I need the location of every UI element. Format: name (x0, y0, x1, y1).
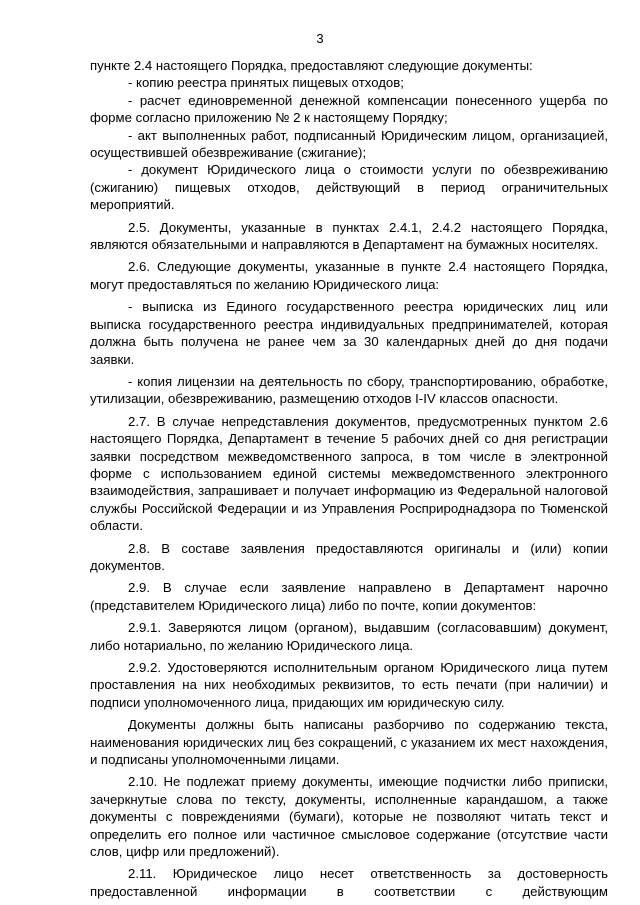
list-item-registry-extract: - выписка из Единого государственного реестра юридических лиц или выписка государственного реестра индивидуальных предпринимателей, которая должна быть получена не ранее чем за 30 календарных дней до дня подачи заявки. (90, 299, 608, 367)
paragraph-continuation: пункте 2.4 настоящего Порядка, предоставляют следующие документы: (90, 58, 533, 73)
document-body (90, 57, 608, 900)
list-item-work-act: - акт выполненных работ, подписанный Юридическим лицом, организацией, осуществившей обезвреживание (сжигание); (90, 127, 608, 161)
paragraph-2-6: 2.6. Следующие документы, указанные в пункте 2.4 настоящего Порядка, могут предоставляться по желанию Юридического лица: (90, 259, 608, 292)
paragraph-2-9-1: 2.9.1. Заверяются лицом (органом), выдавшим (согласовавшим) документ, либо нотариально, по желанию Юридического лица. (90, 620, 608, 653)
paragraph-2-9: 2.9. В случае если заявление направлено в Департамент нарочно (представителем Юридического лица) либо по почте, копии документов: (90, 580, 608, 613)
paragraph-documents-requirements: Документы должны быть написаны разборчиво по содержанию текста, наименования юридических лиц без сокращений, с указанием их мест нахождения, и подписаны уполномоченными лицами. (90, 717, 608, 768)
list-item-license-copy: - копия лицензии на деятельность по сбору, транспортированию, обработке, утилизации, обезвреживанию, размещению отходов I-IV классов опасности. (90, 373, 608, 407)
paragraph-2-9-2: 2.9.2. Удостоверяются исполнительным органом Юридического лица путем проставления на них необходимых реквизитов, то есть печати (при наличии) и подписи уполномоченного лица, придающих им юридическую силу. (90, 660, 608, 710)
paragraph-2-8: 2.8. В составе заявления предоставляются оригиналы и (или) копии документов. (90, 540, 608, 573)
paragraph-2-11: 2.11. Юридическое лицо несет ответственность за достоверность предоставленной информации в соответствии с действующим (90, 866, 608, 899)
paragraph-2-7: 2.7. В случае непредставления документов, предусмотренных пунктом 2.6 настоящего Порядка, Департамент в течение 5 рабочих дней со дня регистрации заявки посредством межведомственного запроса, в том числе в электронной форме с использованием единой системы межведомственного электронного взаимодействия, запрашивает и получает информацию из Федеральной налоговой службы Российской Федерации и из Управления Росприроднадзора по Тюменской области. (90, 413, 608, 534)
list-item-registry-copy: - копию реестра принятых пищевых отходов; (128, 75, 404, 91)
paragraph-2-5: 2.5. Документы, указанные в пунктах 2.4.1, 2.4.2 настоящего Порядка, являются обязательными и направляются в Департамент на бумажных носителях. (90, 219, 608, 253)
list-item-service-cost-document: - документ Юридического лица о стоимости услуги по обезвреживанию (сжиганию) пищевых отходов, действующий в период ограничительных мероприятий. (90, 162, 608, 213)
list-item-compensation-calculation: - расчет единовременной денежной компенсации понесенного ущерба по форме согласно приложению № 2 к настоящему Порядку; (90, 92, 608, 126)
paragraph-2-10: 2.10. Не подлежат приему документы, имеющие подчистки либо приписки, зачеркнутые слова по тексту, документы, исполненные карандашом, а также документы с повреждениями (бумаги), которые не позволяют читать текст и определить его полное или частичное смысловое содержание (отсутствие части слов, цифр или предложений). (90, 774, 608, 860)
page-number: 3 (316, 31, 324, 46)
